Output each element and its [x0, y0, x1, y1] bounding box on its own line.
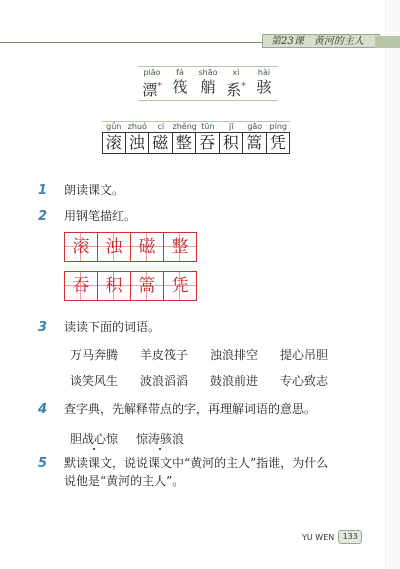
word-card: [102, 122, 126, 154]
pinyin: tūn: [201, 122, 215, 131]
word-card: [226, 68, 246, 99]
tracing-cell: 滚: [65, 233, 98, 261]
new-words-row-2: [102, 121, 290, 154]
phrase-dotted: 胆战心惊: [70, 432, 119, 446]
phrase-row-4: [70, 430, 184, 447]
item-number: 1: [38, 183, 48, 198]
phrase-dotted: 惊涛骇浪: [136, 432, 185, 446]
hanzi: 浊: [126, 132, 150, 154]
hanzi: 吞: [196, 132, 220, 154]
word-card: [254, 68, 274, 99]
hanzi: 漂: [142, 81, 158, 99]
asterisk-mark: *: [157, 82, 162, 92]
pinyin: cí: [157, 122, 165, 131]
item-text: 朗读课文。: [64, 183, 125, 197]
pinyin: shāo: [198, 68, 218, 77]
item-number: 5: [38, 456, 48, 471]
phrase: 提心吊胆: [280, 348, 329, 362]
hanzi: 滚: [102, 132, 126, 154]
hanzi: 凭: [267, 132, 291, 154]
phrase-row-2: [70, 372, 328, 389]
word-card: [267, 122, 291, 154]
word-card: [220, 122, 244, 154]
tracing-cell: 凭: [164, 272, 196, 300]
tracing-cell: 篙: [131, 272, 164, 300]
page-edge: [385, 0, 400, 569]
hanzi: 筏: [172, 78, 188, 96]
tracing-grid-2: [64, 271, 197, 301]
pinyin: zhěng: [172, 122, 197, 131]
word-card: [196, 122, 220, 154]
page-footer: [302, 530, 362, 544]
hanzi: 整: [173, 132, 197, 154]
word-card: [149, 122, 173, 154]
word-card: [170, 68, 190, 99]
item-number: 3: [38, 320, 48, 335]
word-card: [173, 122, 197, 154]
pinyin: zhuó: [127, 122, 147, 131]
hanzi: 艄: [200, 78, 216, 96]
asterisk-mark: *: [241, 82, 246, 92]
pinyin: píng: [269, 122, 287, 131]
tracing-grid-1: [64, 232, 197, 262]
hanzi: 磁: [149, 132, 173, 154]
pinyin: xì: [232, 68, 240, 77]
phrase: 专心致志: [280, 374, 329, 388]
word-card: [126, 122, 150, 154]
item-text: 用钢笔描红。: [64, 209, 137, 223]
tracing-cell: 浊: [98, 233, 131, 261]
subject-label: YU WEN: [302, 532, 335, 542]
new-words-row-1: [138, 66, 278, 101]
pinyin: gǔn: [106, 122, 122, 131]
lesson-title: 黄河的主人: [313, 36, 364, 47]
phrase: 波浪滔滔: [140, 374, 189, 388]
hanzi: 积: [220, 132, 244, 154]
phrase-row-1: [70, 346, 328, 363]
phrase: 羊皮筏子: [140, 348, 189, 362]
pinyin: jī: [229, 122, 234, 131]
pinyin: piāo: [143, 68, 161, 77]
tracing-cell: 磁: [131, 233, 164, 261]
tracing-cell: 积: [98, 272, 131, 300]
item-number: 4: [38, 402, 48, 417]
word-card: [198, 68, 218, 99]
item-text-line-2: 说他是“黄河的主人”。: [64, 474, 185, 488]
pinyin: hài: [257, 68, 271, 77]
tracing-cell: 整: [164, 233, 196, 261]
hanzi: 篙: [243, 132, 267, 154]
pinyin: gāo: [247, 122, 263, 131]
lesson-number: 第23课: [271, 36, 304, 47]
word-card: [243, 122, 267, 154]
tracing-cell: 吞: [65, 272, 98, 300]
item-number: 2: [38, 209, 48, 224]
phrase: 鼓浪前进: [210, 374, 259, 388]
item-text-line-1: 默读课文，说说课文中“黄河的主人”指谁，为什么: [64, 456, 329, 470]
word-card: [142, 68, 162, 99]
page-number: 133: [338, 530, 362, 544]
item-text: 读读下面的词语。: [64, 320, 161, 334]
hanzi: 骇: [256, 78, 272, 96]
lesson-header: [262, 34, 380, 48]
header-tab: [375, 36, 400, 48]
hanzi: 系: [226, 81, 242, 99]
phrase: 谈笑风生: [70, 374, 119, 388]
phrase: 万马奔腾: [70, 348, 119, 362]
pinyin: fá: [176, 68, 184, 77]
item-text: 查字典，先解释带点的字，再理解词语的意思。: [64, 402, 317, 416]
phrase: 浊浪排空: [210, 348, 259, 362]
